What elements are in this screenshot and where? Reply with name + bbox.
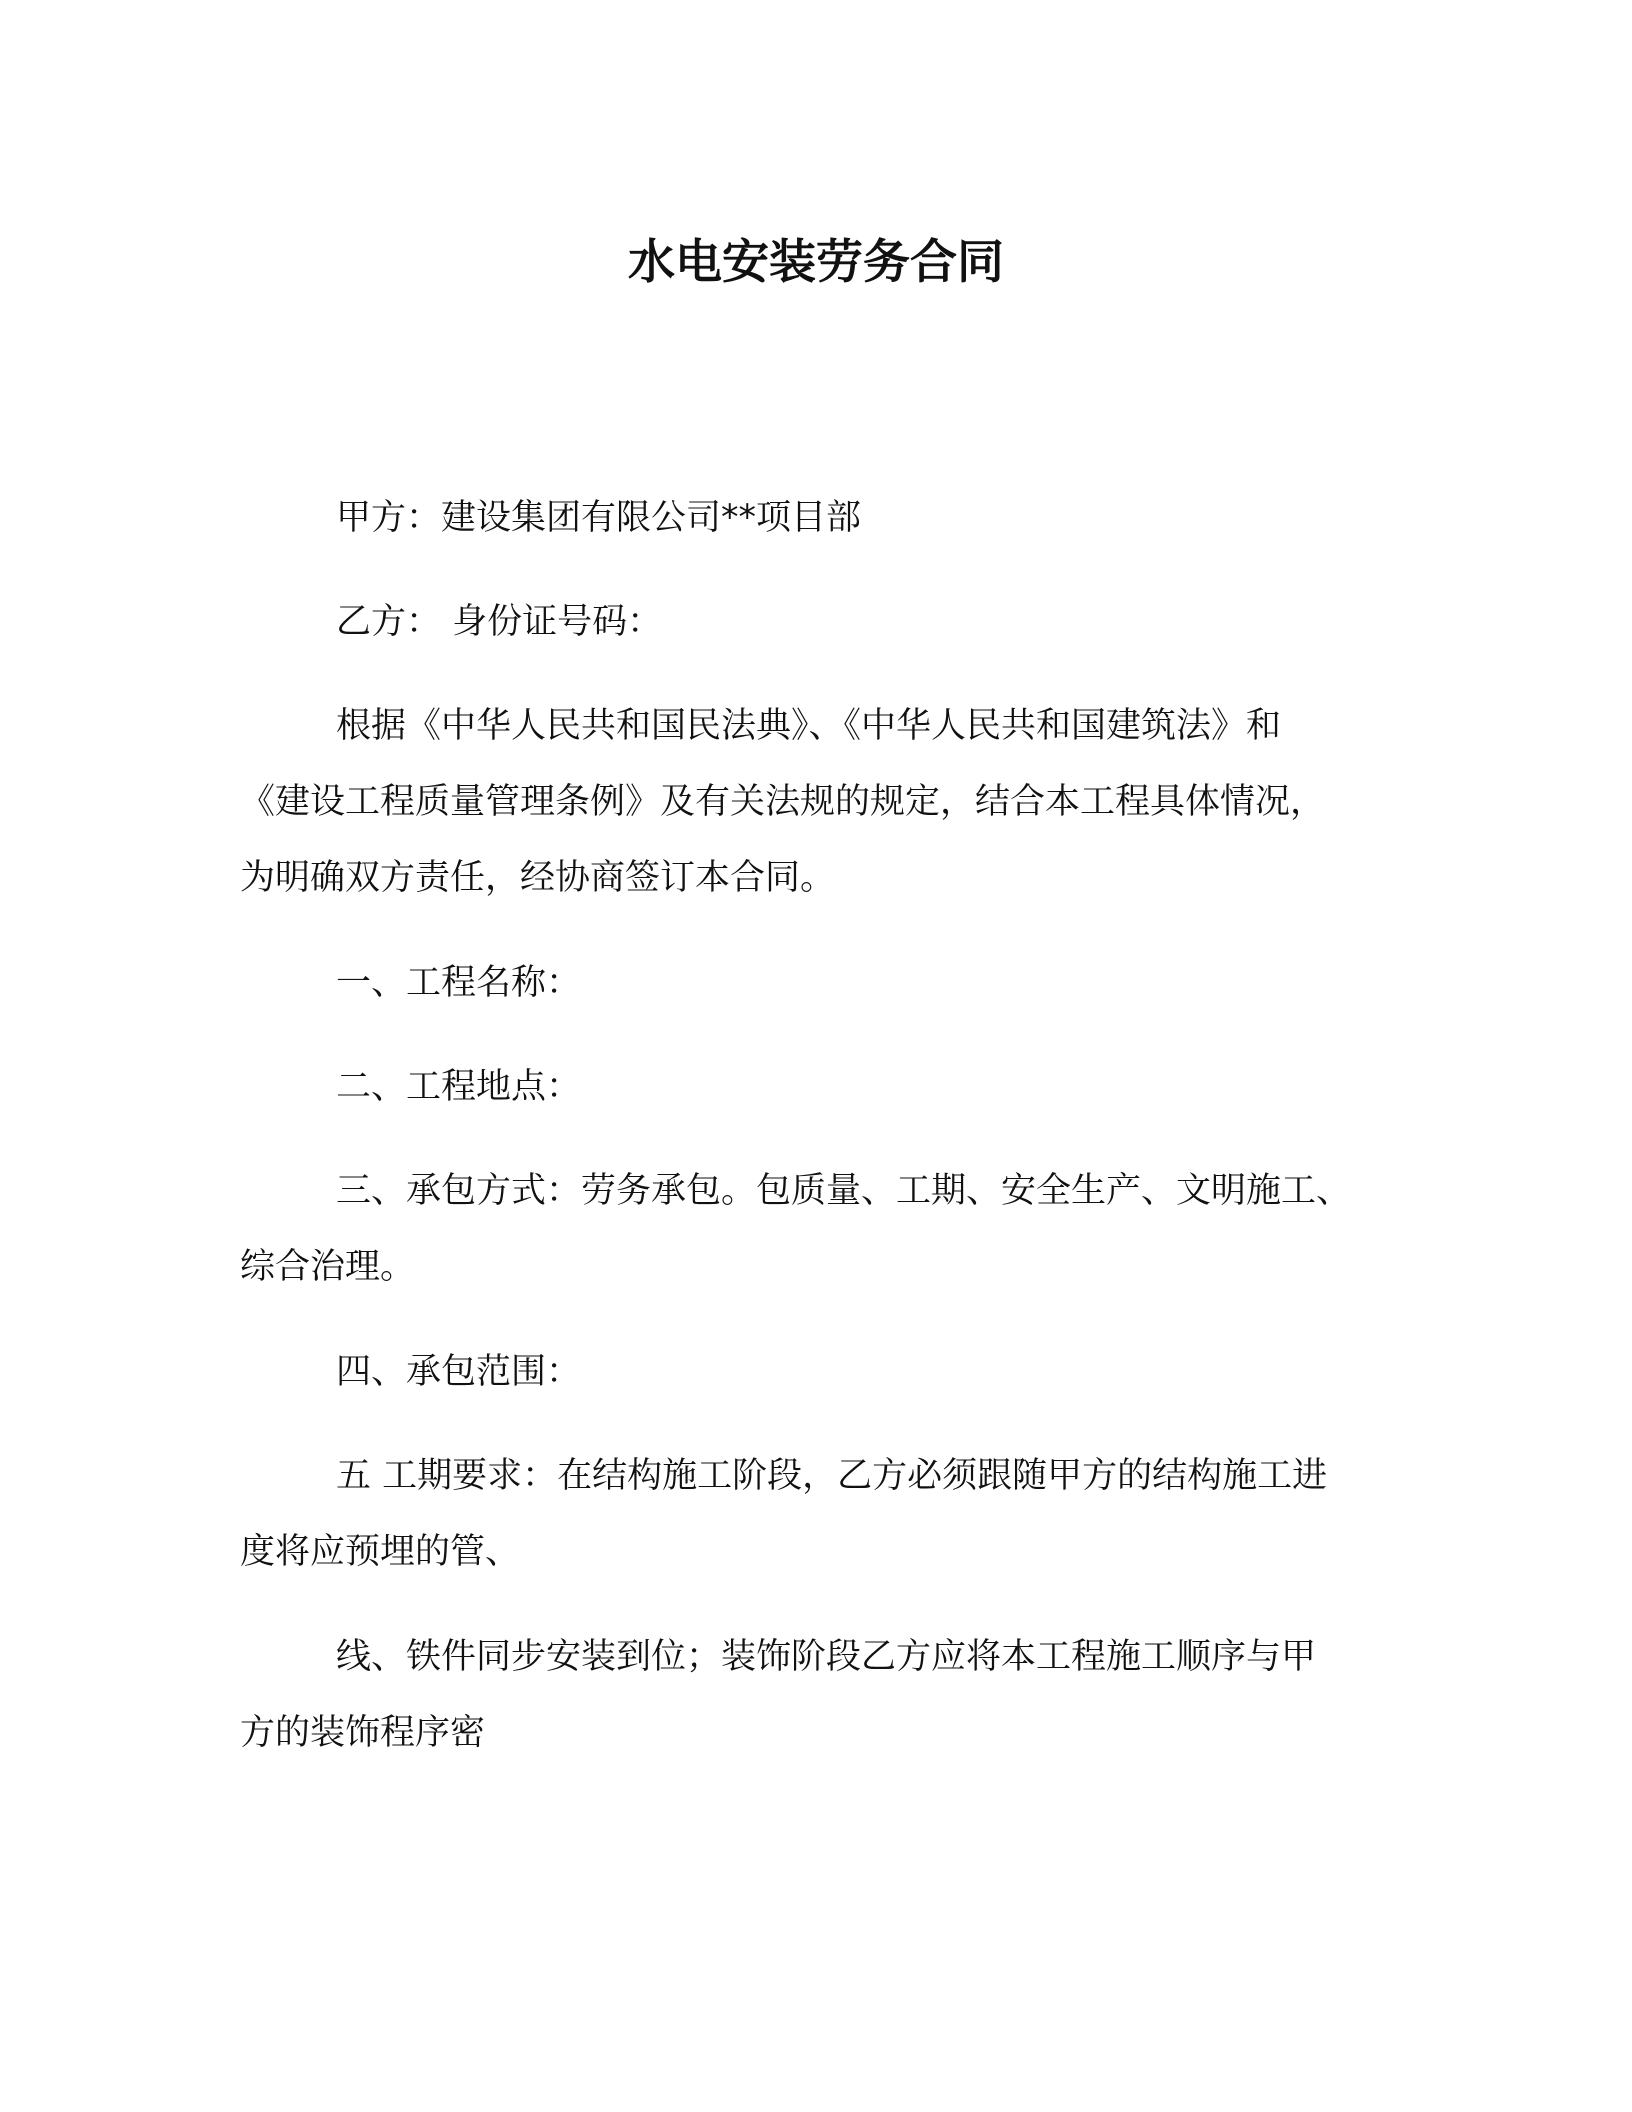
clause-schedule-cont-line-1: 线、铁件同步安装到位；装饰阶段乙方应将本工程施工顺序与甲 [336, 1637, 1317, 1677]
preamble-line-1: 根据《中华人民共和国民法典》、《中华人民共和国建筑法》和 [336, 706, 1282, 746]
clause-schedule-line-2: 度将应预埋的管、 [240, 1532, 521, 1572]
preamble-line-3: 为明确双方责任，经协商签订本合同。 [240, 858, 836, 898]
clause-schedule-line-1: 五 工期要求：在结构施工阶段，乙方必须跟随甲方的结构施工进 [336, 1456, 1328, 1496]
clause-schedule-cont-line-2: 方的装饰程序密 [240, 1713, 486, 1753]
party-b-line: 乙方： 身份证号码： [336, 602, 663, 642]
clause-contract-method-line-1: 三、承包方式：劳务承包。包质量、工期、安全生产、文明施工、 [336, 1171, 1352, 1211]
clause-project-name: 一、工程名称： [336, 963, 582, 1003]
preamble-line-2: 《建设工程质量管理条例》及有关法规的规定，结合本工程具体情况， [240, 782, 1326, 822]
clause-contract-method-line-2: 综合治理。 [240, 1247, 416, 1287]
clause-project-location: 二、工程地点： [336, 1067, 582, 1107]
party-a-line: 甲方：建设集团有限公司**项目部 [336, 498, 862, 538]
clause-contract-scope: 四、承包范围： [336, 1352, 582, 1392]
document-title: 水电安装劳务合同 [628, 235, 1004, 290]
